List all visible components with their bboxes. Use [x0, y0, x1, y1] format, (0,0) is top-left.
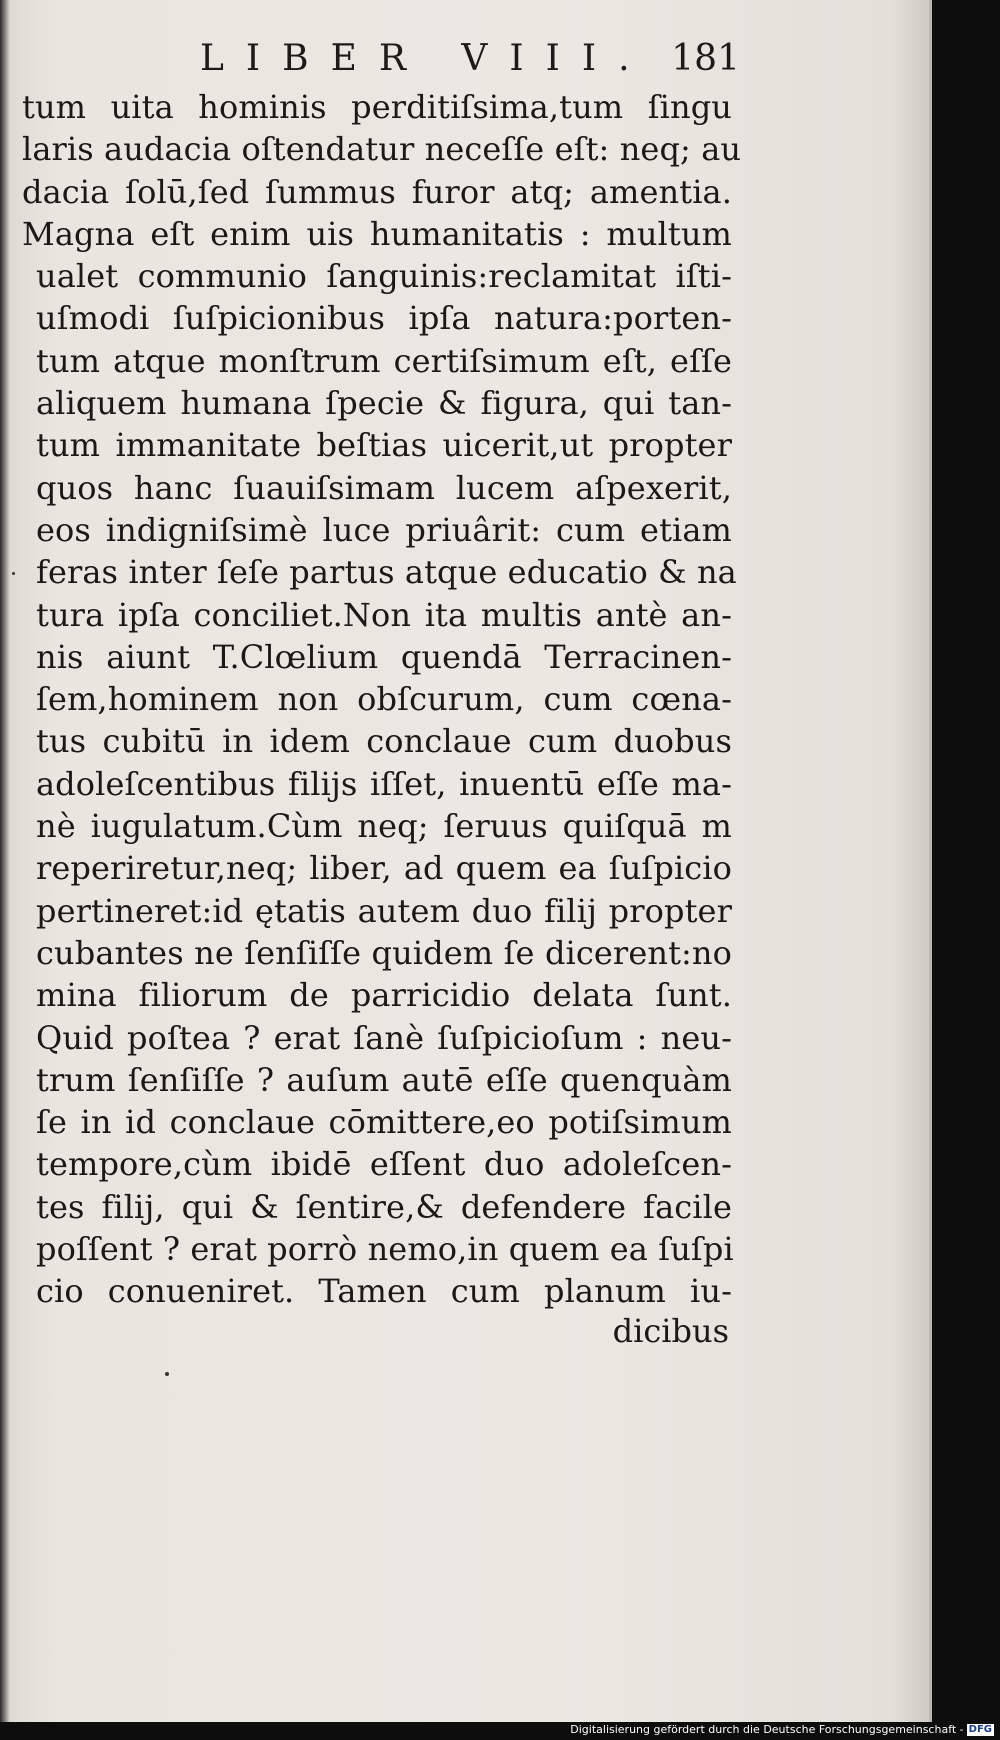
- credit-text: Digitalisierung gefördert durch die Deutsche Forschungsgemeinschaft -: [570, 1723, 964, 1736]
- text-line: ſem,hominem non obſcurum, cum cœna-: [36, 680, 732, 719]
- text-line: tura ipſa conciliet.Non ita multis antè an-: [36, 595, 732, 634]
- dfg-logo: DFG: [968, 1723, 992, 1735]
- digitization-credit: [570, 1723, 994, 1736]
- text-line: poſſent ? erat porrò nemo,in quem ea ſuſpi: [36, 1230, 734, 1269]
- page-header: [200, 34, 740, 84]
- body-text: [22, 86, 742, 1313]
- text-line: trum ſenſiſſe ? auſum autē eſſe quenquàm: [36, 1060, 732, 1099]
- text-line: feras inter ſeſe partus atque educatio & na: [36, 553, 737, 592]
- ink-speck: [165, 1372, 169, 1376]
- page-number: 181: [671, 38, 740, 79]
- text-line: ualet communio ſanguinis:reclamitat iſti-: [36, 257, 732, 296]
- text-line: tes filij, qui & ſentire,& defendere facile: [36, 1187, 732, 1226]
- text-line: tum uita hominis perditiſsima,tum ſingu: [22, 88, 732, 126]
- text-line: tum atque monſtrum certiſsimum eſt, eſſe: [36, 341, 732, 380]
- text-line: reperiretur,neq; liber, ad quem ea ſuſpicio: [36, 849, 732, 888]
- text-line: tum immanitate beſtias uicerit,ut propter: [36, 426, 732, 465]
- text-line: Magna eſt enim uis humanitatis : multum: [22, 214, 732, 253]
- text-line: quos hanc ſuauiſsimam lucem aſpexerit,: [36, 468, 732, 507]
- text-line: mina filiorum de parricidio delata ſunt.: [36, 976, 732, 1015]
- text-line: uſmodi ſuſpicionibus ipſa natura:porten-: [36, 299, 732, 338]
- text-line: cubantes ne ſenſiſſe quidem ſe dicerent:no: [36, 933, 732, 972]
- text-line: aliquem humana ſpecie & figura, qui tan-: [36, 384, 732, 423]
- running-head: LIBER VIII.: [200, 38, 652, 79]
- text-line: adoleſcentibus filijs iſſet, inuentū eſſe ma-: [36, 764, 732, 803]
- text-line: eos indigniſsimè luce priuârit: cum etiam: [36, 510, 732, 549]
- text-line: tus cubitū in idem conclaue cum duobus: [36, 722, 732, 761]
- text-line: dacia ſolū,ſed ſummus furor atq; amentia.: [22, 172, 732, 211]
- text-line: cio conueniret. Tamen cum planum iu-: [36, 1272, 732, 1311]
- text-line: nis aiunt T.Clœlium quendā Terracinen-: [36, 637, 732, 676]
- text-line: ſe in id conclaue cōmittere,eo potiſsimum: [36, 1103, 732, 1142]
- catchword: dicibus: [612, 1312, 729, 1350]
- text-line: laris audacia oſtendatur neceſſe eſt: neq; au: [22, 130, 742, 169]
- text-line: Quid poſtea ? erat ſanè ſuſpicioſum : neu-: [36, 1018, 732, 1057]
- ink-speck: [12, 572, 15, 575]
- text-line: tempore,cùm ibidē eſſent duo adoleſcen-: [36, 1145, 732, 1184]
- text-line: pertineret:id ętatis autem duo filij propter: [36, 891, 732, 930]
- text-line: nè iugulatum.Cùm neq; ſeruus quiſquā m: [36, 807, 732, 846]
